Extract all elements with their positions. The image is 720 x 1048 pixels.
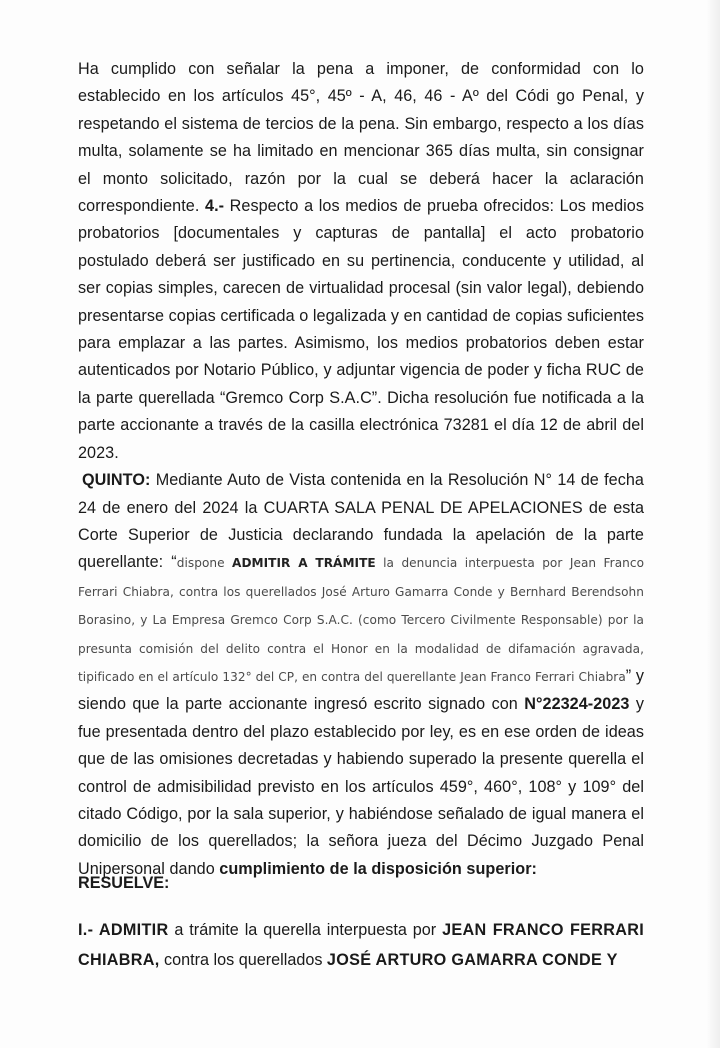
after-number-text: y fue presentada dentro del plazo establecido por ley, es en ese orden de ideas que de las omisiones decretadas y habiendo superado la presente querella el control de admisibilidad previsto en los artículos 459°, 460°, 108° y 109° del citado Código, por la sala superior, y habiéndose señalado de igual manera el domicilio de los querellados; la señora jueza del Décimo Juzgado Penal Unipersonal dando: [78, 695, 644, 878]
paragraph-quinto: [78, 467, 644, 883]
quote-prefix: dispone: [176, 556, 233, 571]
querellante-name: JEAN FRANCO FERRARI CHIABRA,: [78, 921, 645, 969]
admitir-label: I.- ADMITIR: [78, 921, 169, 939]
paragraph-penalty-text: Ha cumplido con señalar la pena a imponer, de conformidad con lo establecido en los artículos 45°, 45º - A, 46, 46 - Aº del Códi go Penal, y respetando el sistema de tercios de la pena. Sin embargo, respecto a los días multa, solamente se ha limitado en mencionar 365 días multa, sin consignar el monto solicitado, razón por la cual se deberá hacer la aclaración correspondiente.: [78, 60, 644, 216]
admitir-text: a trámite la querella interpuesta por: [168, 921, 443, 939]
document-body: [78, 56, 644, 883]
paragraph-evidence-text: Respecto a los medios de prueba ofrecidos: Los medios probatorios [documentales y capturas de pantalla] el acto probatorio postulado deberá ser justificado en su pertinencia, conducente y utilidad, al ser copias simples, carecen de virtualidad procesal (sin valor legal), debiendo presentarse copias certificada o legalizada y en cantidad de copias suficientes para emplazar a las partes. Asimismo, los medios probatorios deben estar autenticados por Notario Público, y adjuntar vigencia de poder y ficha RUC de la parte querellada “Gremco Corp S.A.C”. Dicha resolución fue notificada a la parte accionante a través de la casilla electrónica 73281 el día 12 de abril del 2023.: [78, 197, 645, 462]
item-number-4: 4.-: [205, 197, 225, 216]
quinto-label: QUINTO:: [82, 471, 151, 490]
paragraph-penalty: [78, 56, 644, 467]
after-quote-text: ” y siendo que la parte accionante ingresó escrito signado con: [78, 666, 644, 714]
quoted-resolution: [78, 556, 644, 684]
querellados-names: JOSÉ ARTURO GAMARRA CONDE Y: [326, 951, 618, 969]
resuelve-heading: RESUELVE:: [78, 874, 170, 892]
closing-bold-text: cumplimiento de la disposición superior:: [219, 859, 538, 878]
escrito-number: N°22324-2023: [524, 695, 630, 714]
quinto-text: Mediante Auto de Vista contenida en la Resolución N° 14 de fecha 24 de enero del 2024 la CUARTA SALA PENAL DE APELACIONES de esta Corte Superior de Justicia declarando fundada la apelación de la parte querellante: “: [78, 471, 644, 572]
page-edge-shadow: [706, 0, 720, 1048]
paragraph-admitir: [78, 915, 644, 975]
admitir-text-2: contra los querellados: [159, 951, 327, 969]
quote-admitir-a-tramite: ADMITIR A TRÁMITE: [232, 556, 376, 571]
quote-body: la denuncia interpuesta por Jean Franco Ferrari Chiabra, contra los querellados José Arturo Gamarra Conde y Bernhard Berendsohn Borasino, y La Empresa Gremco Corp S.A.C. (como Tercero Civilmente Responsable) por la presunta comisión del delito contra el Honor en la modalidad de difamación agravada, tipificado en el artículo 132° del CP, en contra del querellante Jean Franco Ferrari Chiabra: [78, 556, 645, 684]
